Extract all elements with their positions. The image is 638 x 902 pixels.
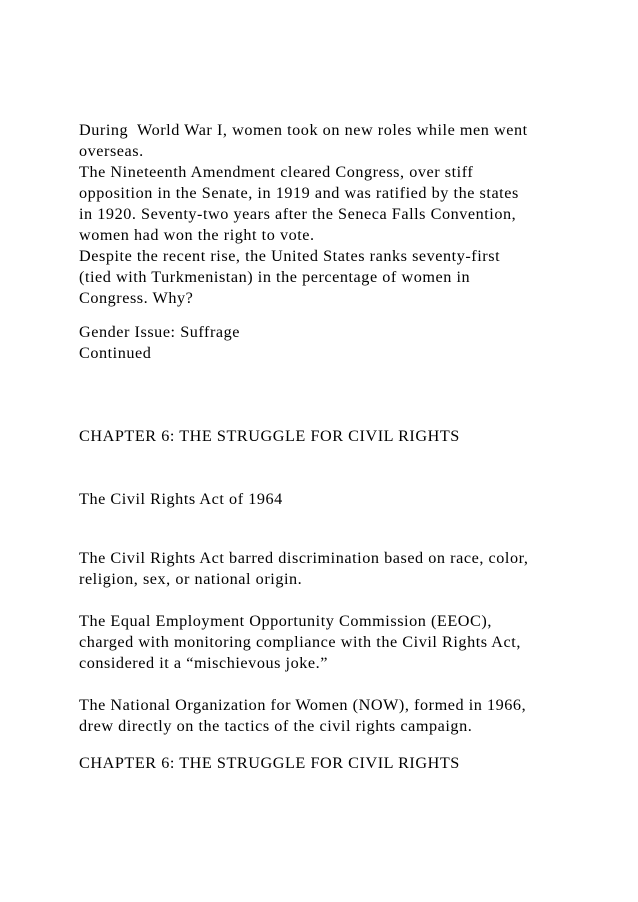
text-line: The Civil Rights Act barred discrimination based on race, color, bbox=[79, 549, 529, 567]
text-line: overseas. bbox=[79, 142, 144, 160]
text-line: Congress. Why? bbox=[79, 289, 194, 307]
section-label: Gender Issue: Suffrage bbox=[79, 323, 241, 341]
chapter-heading: CHAPTER 6: THE STRUGGLE FOR CIVIL RIGHTS bbox=[79, 754, 460, 772]
text-line: drew directly on the tactics of the civil rights campaign. bbox=[79, 717, 473, 735]
text-line: During World War I, women took on new roles while men went bbox=[79, 121, 528, 139]
text-line: opposition in the Senate, in 1919 and was ratified by the states bbox=[79, 184, 519, 202]
text-line: The Equal Employment Opportunity Commission (EEOC), bbox=[79, 612, 492, 630]
text-line: charged with monitoring compliance with the Civil Rights Act, bbox=[79, 633, 521, 651]
section-label: Continued bbox=[79, 344, 152, 362]
text-line: women had won the right to vote. bbox=[79, 226, 315, 244]
slide-title: The Civil Rights Act of 1964 bbox=[79, 490, 283, 508]
chapter-heading: CHAPTER 6: THE STRUGGLE FOR CIVIL RIGHTS bbox=[79, 427, 460, 445]
text-line: The Nineteenth Amendment cleared Congress, over stiff bbox=[79, 163, 474, 181]
text-line: (tied with Turkmenistan) in the percentage of women in bbox=[79, 268, 471, 286]
text-line: Despite the recent rise, the United States ranks seventy-first bbox=[79, 247, 501, 265]
text-line: in 1920. Seventy-two years after the Seneca Falls Convention, bbox=[79, 205, 517, 223]
text-line: The National Organization for Women (NOW), formed in 1966, bbox=[79, 696, 527, 714]
text-line: religion, sex, or national origin. bbox=[79, 570, 303, 588]
text-line: considered it a “mischievous joke.” bbox=[79, 654, 328, 672]
